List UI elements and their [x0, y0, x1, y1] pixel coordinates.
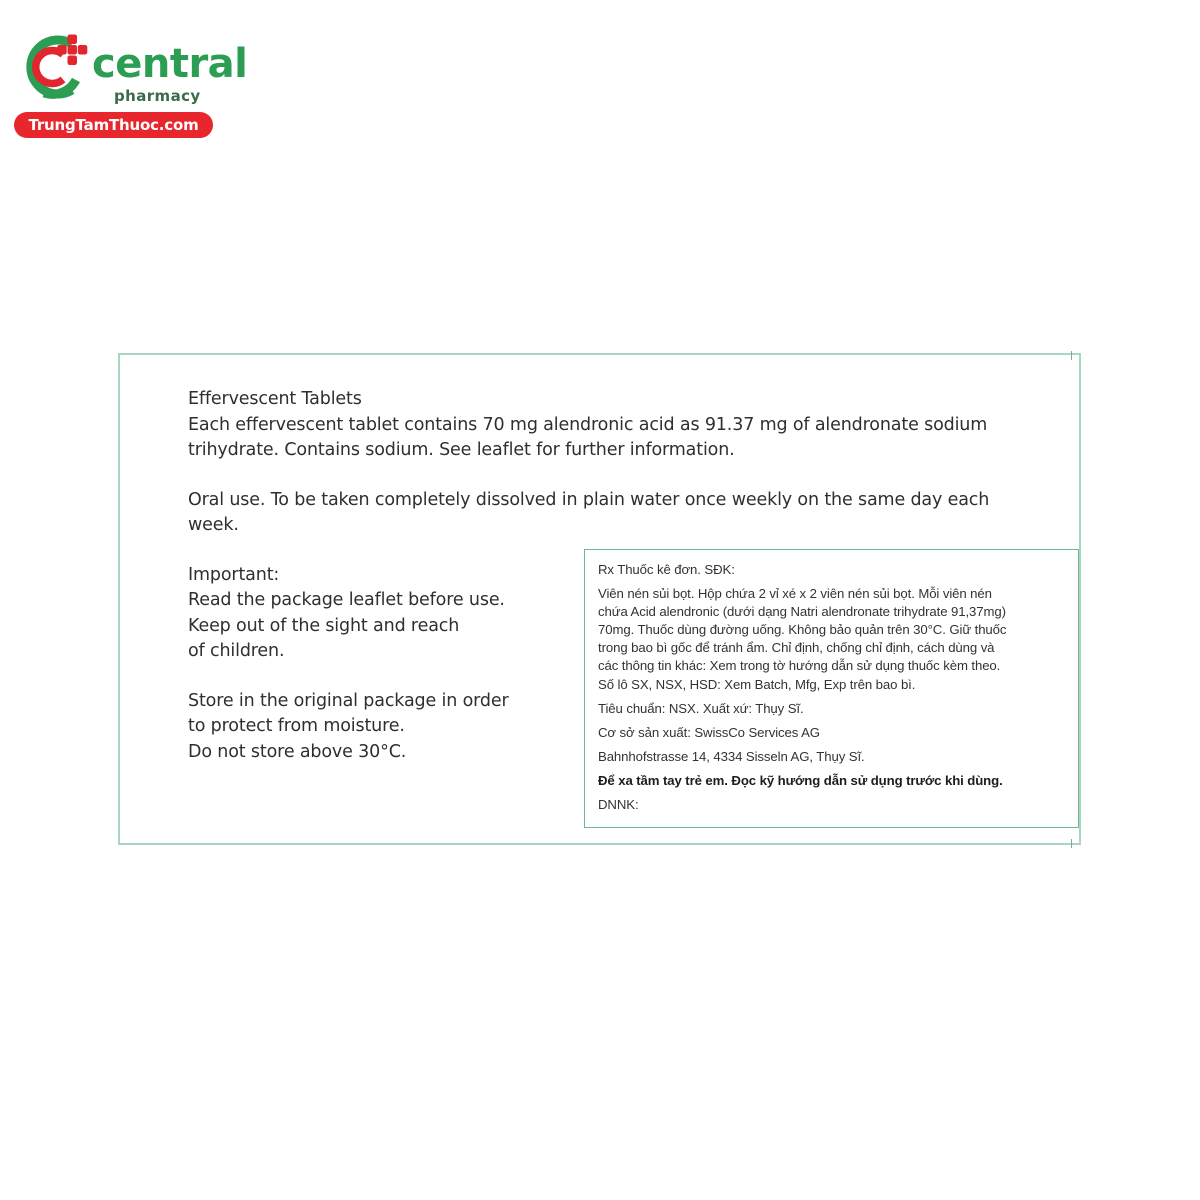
important-heading: Important: — [188, 564, 280, 585]
storage-line-1: Store in the original package in order — [188, 690, 509, 711]
administration-line-1: Oral use. To be taken completely dissolved in plain water once weekly on the same day each — [188, 489, 990, 510]
vn-manufacturer-address-line: Bahnhofstrasse 14, 4334 Sisseln AG, Thụy Sĩ. — [598, 748, 865, 764]
spacer — [188, 464, 1048, 488]
crop-mark-top-right — [1071, 351, 1072, 360]
composition-line-2: trihydrate. Contains sodium. See leaflet for further information. — [188, 440, 735, 460]
crop-mark-bottom-right — [1071, 839, 1072, 848]
important-line-1: Read the package leaflet before use. — [188, 590, 505, 610]
important-line-2: Keep out of the sight and reach — [188, 615, 460, 636]
vn-standard-origin-line: Tiêu chuẩn: NSX. Xuất xứ: Thụy Sĩ. — [598, 700, 804, 716]
vn-description-line-1: Viên nén sủi bọt. Hộp chứa 2 vỉ xé x 2 viên nén sủi bọt. Mỗi viên nén — [598, 586, 992, 602]
storage-line-3: Do not store above 30°C. — [188, 741, 407, 762]
composition-line-1: Each effervescent tablet contains 70 mg alendronic acid as 91.37 mg of alendronate sodium — [188, 414, 988, 435]
vn-description-line-3: 70mg. Thuốc dùng đường uống. Không bảo quản trên 30°C. Giữ thuốc — [598, 622, 1007, 638]
central-pharmacy-logo-icon — [14, 28, 92, 106]
package-leaflet-panel — [118, 353, 1081, 845]
product-form-heading: Effervescent Tablets — [188, 389, 362, 409]
vn-description-line-4: trong bao bì gốc để tránh ẩm. Chỉ định, chống chỉ định, cách dùng và — [598, 640, 995, 656]
prescription-status-line: Rx Thuốc kê đơn. SĐK: — [598, 562, 735, 577]
important-line-3: of children. — [188, 641, 285, 661]
brand-watermark — [12, 22, 248, 147]
brand-wordmark — [92, 41, 248, 114]
vietnamese-regulatory-box — [584, 549, 1079, 828]
brand-tagline: pharmacy — [114, 87, 201, 105]
site-url-badge — [14, 112, 213, 138]
vn-description-line-5: các thông tin khác: Xem trong tờ hướng dẫn sử dụng thuốc kèm theo. — [598, 658, 1001, 674]
vn-safety-warning-line: Để xa tầm tay trẻ em. Đọc kỹ hướng dẫn sử dụng trước khi dùng. — [598, 772, 1003, 788]
vn-importer-line: DNNK: — [598, 797, 639, 813]
vn-manufacturer-line: Cơ sở sản xuất: SwissCo Services AG — [598, 724, 820, 740]
brand-name: central — [92, 41, 248, 87]
vn-description-line-2: chứa Acid alendronic (dưới dạng Natri alendronate trihydrate 91,37mg) — [598, 604, 1006, 620]
site-url-text: TrungTamThuoc.com — [28, 116, 199, 134]
storage-line-2: to protect from moisture. — [188, 716, 405, 736]
vn-batch-line: Số lô SX, NSX, HSD: Xem Batch, Mfg, Exp trên bao bì. — [598, 676, 916, 692]
administration-line-2: week. — [188, 515, 239, 535]
